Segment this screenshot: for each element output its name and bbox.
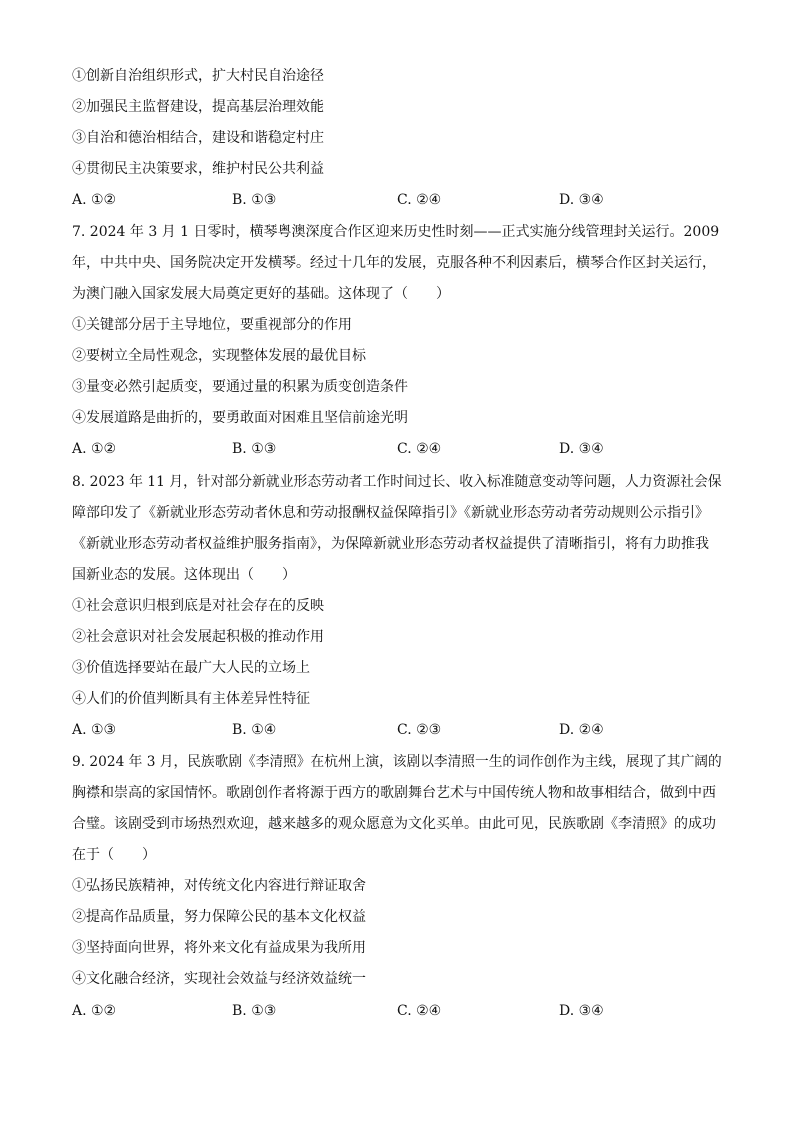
q6-answer-a: A. ①② (72, 192, 117, 208)
q8-stem-line-3: 《新就业形态劳动者权益维护服务指南》，为保障新就业形态劳动者权益提供了清晰指引，将有力助推我 (72, 536, 709, 552)
q7-stem-line-2: 年，中共中央、国务院决定开发横琴。经过十几年的发展，克服各种不利因素后，横琴合作区封关运行， (72, 255, 716, 271)
q7-option-2: ②要树立全局性观念，实现整体发展的最优目标 (72, 348, 366, 364)
q7-answer-row (72, 439, 722, 459)
q6-option-3: ③自治和德治相结合，建设和谐稳定村庄 (72, 130, 324, 146)
q7-answer-c: C. ②④ (397, 441, 442, 457)
q7-stem-line-1: 7. 2024 年 3 月 1 日零时，横琴粤澳深度合作区迎来历史性时刻——正式实施分线管理封关运行。2009 (72, 224, 720, 240)
q7-answer-d: D. ③④ (559, 441, 604, 457)
q7-answer-b: B. ①③ (232, 441, 277, 457)
q9-answer-d: D. ③④ (559, 1003, 604, 1019)
q8-answer-d: D. ②④ (559, 722, 604, 738)
q9-option-2: ②提高作品质量，努力保障公民的基本文化权益 (72, 909, 366, 925)
q9-stem-line-4: 在于（ ） (72, 847, 156, 863)
q9-stem-line-2: 胸襟和崇高的家国情怀。歌剧创作者将源于西方的歌剧舞台艺术与中国传统人物和故事相结合，做到中西 (72, 785, 716, 801)
q8-stem-line-4: 国新业态的发展。这体现出（ ） (72, 567, 296, 583)
q8-stem-line-1: 8. 2023 年 11 月，针对部分新就业形态劳动者工作时间过长、收入标准随意变动等问题，人力资源社会保 (72, 474, 722, 490)
q8-answer-row (72, 720, 722, 740)
q8-option-4: ④人们的价值判断具有主体差异性特征 (72, 691, 310, 707)
q9-option-1: ①弘扬民族精神，对传统文化内容进行辩证取舍 (72, 878, 366, 894)
q6-option-4: ④贯彻民主决策要求，维护村民公共利益 (72, 161, 324, 177)
q6-option-2: ②加强民主监督建设，提高基层治理效能 (72, 99, 324, 115)
q9-answer-a: A. ①② (72, 1003, 117, 1019)
q8-option-1: ①社会意识归根到底是对社会存在的反映 (72, 598, 324, 614)
q7-answer-a: A. ①② (72, 441, 117, 457)
q7-stem-line-3: 为澳门融入国家发展大局奠定更好的基础。这体现了（ ） (72, 286, 450, 302)
q6-answer-b: B. ①③ (232, 192, 277, 208)
q8-answer-c: C. ②③ (397, 722, 442, 738)
q8-answer-b: B. ①④ (232, 722, 277, 738)
q9-stem-line-3: 合璧。该剧受到市场热烈欢迎，越来越多的观众愿意为文化买单。由此可见，民族歌剧《李清照》的成功 (72, 816, 716, 832)
q6-answer-row (72, 190, 722, 210)
q7-option-4: ④发展道路是曲折的，要勇敢面对困难且坚信前途光明 (72, 410, 408, 426)
q9-answer-c: C. ②④ (397, 1003, 442, 1019)
q7-option-1: ①关键部分居于主导地位，要重视部分的作用 (72, 317, 352, 333)
q9-answer-b: B. ①③ (232, 1003, 277, 1019)
q9-stem-line-1: 9. 2024 年 3 月，民族歌剧《李清照》在杭州上演，该剧以李清照一生的词作创作为主线，展现了其广阔的 (72, 754, 722, 770)
q6-answer-d: D. ③④ (559, 192, 604, 208)
q6-option-1: ①创新自治组织形式，扩大村民自治途径 (72, 68, 324, 84)
q6-answer-c: C. ②④ (397, 192, 442, 208)
q8-option-3: ③价值选择要站在最广大人民的立场上 (72, 660, 310, 676)
q9-answer-row (72, 1001, 722, 1021)
q8-answer-a: A. ①③ (72, 722, 117, 738)
q7-option-3: ③量变必然引起质变，要通过量的积累为质变创造条件 (72, 379, 408, 395)
q9-option-3: ③坚持面向世界，将外来文化有益成果为我所用 (72, 940, 366, 956)
q9-option-4: ④文化融合经济，实现社会效益与经济效益统一 (72, 971, 366, 987)
q8-option-2: ②社会意识对社会发展起积极的推动作用 (72, 629, 324, 645)
q8-stem-line-2: 障部印发了《新就业形态劳动者休息和劳动报酬权益保障指引》《新就业形态劳动者劳动规则公示指引》 (72, 505, 709, 521)
